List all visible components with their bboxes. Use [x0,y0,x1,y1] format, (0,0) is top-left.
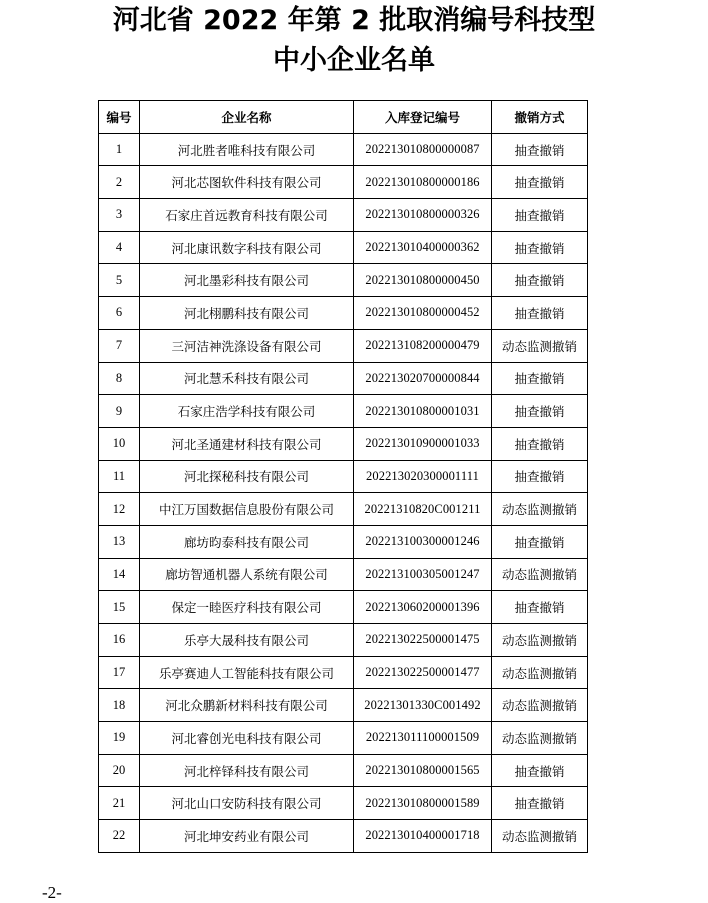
cell-revocation-method: 抽查撤销 [492,362,588,395]
cell-number: 13 [99,525,140,558]
table-row [99,329,588,362]
cell-company-name: 河北墨彩科技有限公司 [140,264,354,297]
cell-company-name: 河北坤安药业有限公司 [140,820,354,853]
cell-revocation-method: 动态监测撤销 [492,624,588,657]
cell-number: 11 [99,460,140,493]
cell-registration-number: 202213108200000479 [354,329,492,362]
cell-registration-number: 202213010800001565 [354,754,492,787]
header-company-name: 企业名称 [140,101,354,134]
cell-registration-number: 202213060200001396 [354,591,492,624]
table-row [99,722,588,755]
cell-company-name: 河北山口安防科技有限公司 [140,787,354,820]
cell-revocation-method: 抽查撤销 [492,754,588,787]
cell-company-name: 乐亭大晟科技有限公司 [140,624,354,657]
cell-company-name: 河北康讯数字科技有限公司 [140,231,354,264]
cell-company-name: 河北圣通建材科技有限公司 [140,427,354,460]
table-row [99,689,588,722]
cell-company-name: 廊坊昀泰科技有限公司 [140,525,354,558]
cell-registration-number: 20221310820C001211 [354,493,492,526]
cell-company-name: 三河洁神洗涤设备有限公司 [140,329,354,362]
cell-number: 5 [99,264,140,297]
table-row [99,493,588,526]
cell-registration-number: 202213022500001475 [354,624,492,657]
cell-number: 4 [99,231,140,264]
header-revocation-method: 撤销方式 [492,101,588,134]
cell-registration-number: 202213010400000362 [354,231,492,264]
cell-company-name: 中江万国数据信息股份有限公司 [140,493,354,526]
table-row [99,166,588,199]
cell-revocation-method: 抽查撤销 [492,199,588,232]
cell-number: 21 [99,787,140,820]
cell-revocation-method: 动态监测撤销 [492,689,588,722]
cell-company-name: 河北栩鹏科技有限公司 [140,297,354,330]
cell-revocation-method: 抽查撤销 [492,133,588,166]
cell-number: 17 [99,656,140,689]
cell-number: 15 [99,591,140,624]
cell-registration-number: 202213010800000452 [354,297,492,330]
cell-registration-number: 202213100305001247 [354,558,492,591]
cell-number: 1 [99,133,140,166]
cell-registration-number: 202213010400001718 [354,820,492,853]
cell-company-name: 河北探秘科技有限公司 [140,460,354,493]
document-title-line-1: 河北省 2022 年第 2 批取消编号科技型 [112,5,596,36]
cell-revocation-method: 动态监测撤销 [492,493,588,526]
cell-number: 18 [99,689,140,722]
cell-revocation-method: 抽查撤销 [492,787,588,820]
cell-number: 22 [99,820,140,853]
table-row [99,591,588,624]
table-row [99,656,588,689]
cell-number: 19 [99,722,140,755]
cell-registration-number: 202213010900001033 [354,427,492,460]
cell-number: 3 [99,199,140,232]
table-row [99,624,588,657]
cell-number: 10 [99,427,140,460]
cell-registration-number: 202213022500001477 [354,656,492,689]
cell-revocation-method: 动态监测撤销 [492,656,588,689]
cell-company-name: 乐亭赛迪人工智能科技有限公司 [140,656,354,689]
cell-revocation-method: 抽查撤销 [492,264,588,297]
cell-company-name: 河北众鹏新材料科技有限公司 [140,689,354,722]
cell-revocation-method: 抽查撤销 [492,525,588,558]
table-row [99,427,588,460]
cell-company-name: 石家庄浩学科技有限公司 [140,395,354,428]
cell-revocation-method: 动态监测撤销 [492,820,588,853]
table-header-row [99,101,588,134]
table-row [99,362,588,395]
table-row [99,558,588,591]
table-row [99,754,588,787]
cell-registration-number: 202213010800000326 [354,199,492,232]
cell-company-name: 石家庄首远教育科技有限公司 [140,199,354,232]
cell-company-name: 河北芯图软件科技有限公司 [140,166,354,199]
cell-company-name: 河北胜者唯科技有限公司 [140,133,354,166]
document-title-line-2: 中小企业名单 [273,45,435,76]
table-row [99,395,588,428]
cell-registration-number: 202213010800000186 [354,166,492,199]
table-row [99,199,588,232]
cell-registration-number: 202213010800000087 [354,133,492,166]
cell-revocation-method: 抽查撤销 [492,231,588,264]
table-row [99,460,588,493]
cell-revocation-method: 抽查撤销 [492,427,588,460]
table-row [99,133,588,166]
table-body [99,133,588,852]
cell-registration-number: 202213020300001111 [354,460,492,493]
cell-revocation-method: 抽查撤销 [492,297,588,330]
cell-revocation-method: 抽查撤销 [492,395,588,428]
cell-registration-number: 202213010800001031 [354,395,492,428]
cell-revocation-method: 抽查撤销 [492,166,588,199]
table-row [99,820,588,853]
cell-revocation-method: 动态监测撤销 [492,722,588,755]
cell-registration-number: 202213020700000844 [354,362,492,395]
cell-number: 8 [99,362,140,395]
cell-number: 6 [99,297,140,330]
cell-registration-number: 202213011100001509 [354,722,492,755]
cell-registration-number: 20221301330C001492 [354,689,492,722]
cell-revocation-method: 抽查撤销 [492,591,588,624]
cell-number: 14 [99,558,140,591]
cell-company-name: 河北梓铎科技有限公司 [140,754,354,787]
cell-company-name: 廊坊智通机器人系统有限公司 [140,558,354,591]
cell-registration-number: 202213010800001589 [354,787,492,820]
cell-revocation-method: 动态监测撤销 [492,558,588,591]
cell-revocation-method: 动态监测撤销 [492,329,588,362]
cell-number: 16 [99,624,140,657]
header-registration-number: 入库登记编号 [354,101,492,134]
cell-number: 20 [99,754,140,787]
header-number: 编号 [99,101,140,134]
table-row [99,264,588,297]
table-row [99,231,588,264]
cell-company-name: 保定一睦医疗科技有限公司 [140,591,354,624]
cell-registration-number: 202213100300001246 [354,525,492,558]
cell-number: 9 [99,395,140,428]
cell-registration-number: 202213010800000450 [354,264,492,297]
cell-number: 12 [99,493,140,526]
cell-number: 2 [99,166,140,199]
company-list-table [98,100,588,853]
cell-company-name: 河北睿创光电科技有限公司 [140,722,354,755]
cell-revocation-method: 抽查撤销 [492,460,588,493]
table-row [99,297,588,330]
page-number: -2- [42,883,62,902]
cell-number: 7 [99,329,140,362]
cell-company-name: 河北慧禾科技有限公司 [140,362,354,395]
table-row [99,787,588,820]
table-row [99,525,588,558]
